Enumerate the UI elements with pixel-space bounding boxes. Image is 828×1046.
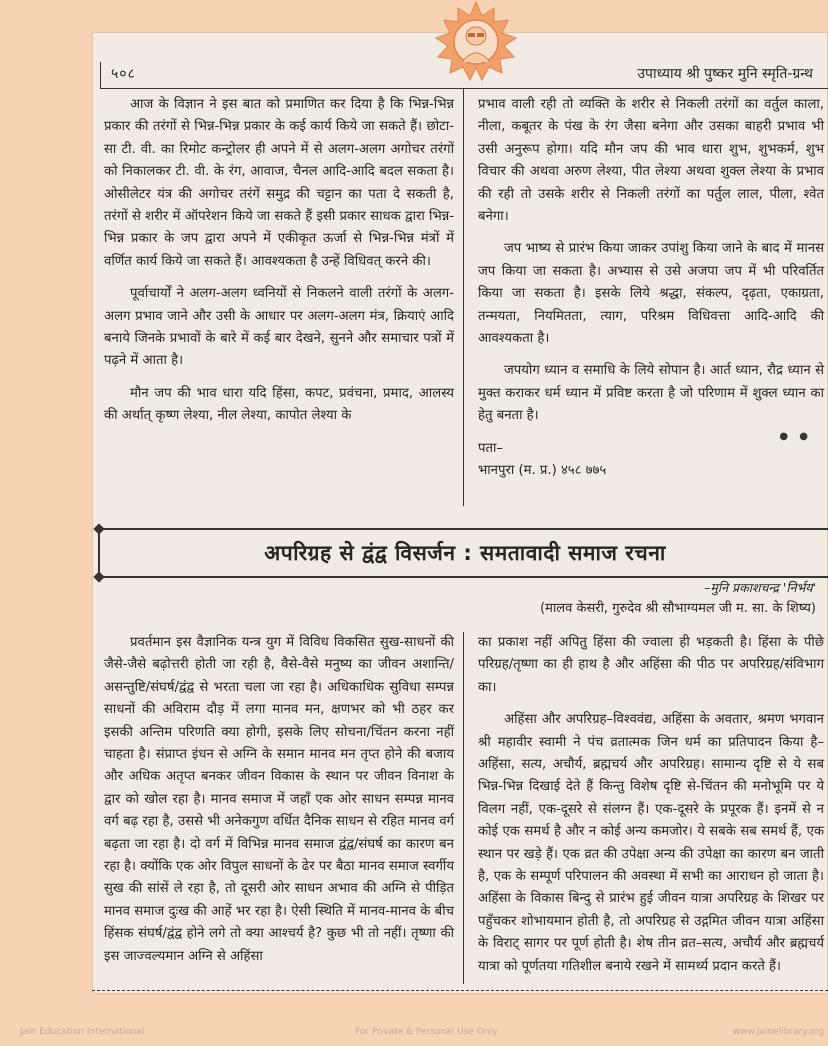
author-affiliation: (मालव केसरी, गुरुदेव श्री सौभाग्यमल जी म. सा. के शिष्य): [540, 601, 816, 616]
watermark-left: Jain Education International: [20, 1027, 145, 1037]
article-right-column: [478, 632, 824, 988]
article-title: अपरिग्रह से द्वंद्व विसर्जन : समतावादी समाज रचना: [264, 541, 666, 565]
article-left-column: [104, 632, 454, 978]
article-title-box: [98, 528, 828, 578]
address-label: पता–: [478, 440, 504, 456]
paragraph: पूर्वाचार्यों ने अलग-अलग ध्वनियों से निकलने वाली तरंगों के अलग-अलग प्रभाव जाने और उसी के आधार पर अलग-अलग मंत्र, क्रियाएं आदि बनाये जिनके प्रभावों के बारे में कई बार देखने, सुनने और समाचार पत्रों में पढ़ने में आता है।: [104, 286, 454, 369]
column-divider: [463, 88, 464, 506]
column-divider: [463, 632, 464, 984]
paragraph: का प्रकाश नहीं अपितु हिंसा की ज्वाला ही भड़कती है। हिंसा के पीछे परिग्रह/तृष्णा का ही हाथ है और अहिंसा की पीठ पर अपरिग्रह/संविभाग का।: [478, 635, 824, 695]
paragraph: मौन जप की भाव धारा यदि हिंसा, कपट, प्रवंचना, प्रमाद, आलस्य की अर्थात् कृष्ण लेश्या, नील लेश्या, कापोत लेश्या के: [104, 385, 454, 424]
paragraph: जपयोग ध्यान व समाधि के लिये सोपान है। आर्त ध्यान, रौद्र ध्यान से मुक्त कराकर धर्म ध्यान में प्रविष्ट करता है जो परिणाम में शुक्ल ध्यान का हेतु बनता है।: [478, 363, 824, 424]
author-name: –मुनि प्रकाशचन्द्र 'निर्भय': [704, 580, 816, 595]
book-title: उपाध्याय श्री पुष्कर मुनि स्मृति-ग्रन्थ: [637, 66, 813, 82]
watermark-center: For Private & Personal Use Only: [355, 1027, 498, 1037]
paragraph: प्रवर्तमान इस वैज्ञानिक यन्त्र युग में विविध विकसित सुख-साधनों की जैसे-जैसे बढ़ोत्तरी होती जा रही है, वैसे-वैसे मनुष्य का जीवन अशान्ति/असन्तुष्टि/संघर्ष/द्वंद्व से भरता चला जा रहा है। अधिकाधिक सुविधा सम्पन्न साधनों की अविराम दौड़ में लगा मानव मन, क्षणभर को भी ठहर कर इसकी अन्तिम परिणति क्या होगी, इसके लिए सोचना/चिंतन करना नहीं चाहता है। संप्राप्त इंधन से अग्नि के समान मानव मन तृप्त होने की बजाय और अधिक अतृप्त बनकर जीवन विकास के स्थान पर जीवन विनाश के द्वार को खोल रहा है। मानव समाज में जहाँ एक ओर साधन सम्पन्न मानव वर्ग बढ़ रहा है, उससे भी अनेकगुण वर्धित दैनिक साधन से रहित मानव वर्ग बढ़ता जा रहा है। दो वर्ग में विभिन्न मानव समाज द्वंद्व/संघर्ष का कारण बन रहा है। क्योंकि एक ओर विपुल साधनों के ढेर पर बैठा मानव समाज स्वर्गीय सुख की सांसें ले रहा है, तो दूसरी ओर साधन अभाव की अग्नि से पीड़ित मानव समाज दुःख की आहें भर रहा है। ऐसी स्थिति में मानव-मानव के बीच हिंसक संघर्ष/द्वंद्व होने लगे तो क्या आश्चर्य है? कुछ भी तो नहीं। तृष्णा की इस जाज्वल्यमान अग्नि से अहिंसा: [104, 635, 454, 964]
top-right-column: [478, 94, 824, 483]
page-number: ५०८: [111, 66, 136, 82]
byline: [540, 578, 816, 620]
paragraph: आज के विज्ञान ने इस बात को प्रमाणित कर दिया है कि भिन्न-भिन्न प्रकार की तरंगों से भिन्न-भिन्न प्रकार के कई कार्य किये जा सकते हैं। छोटा-सा टी. वी. का रिमोट कन्ट्रोलर ही अपने में से अलग-अलग अगोचर तरंगों को निकालकर टी. वी. के रंग, आवाज, चैनल आदि-आदि बदल सकता है। ओसीलेटर यंत्र की अगोचर तरंगें समुद्र की चट्टान का पता दे सकती है, तरंगों से शरीर में ऑपरेशन किये जा सकते हैं इसी प्रकार साधक द्वारा भिन्न-भिन्न प्रकार के जप द्वारा अपने में एकीकृत ऊर्जा से भिन्न-भिन्न मंत्रों में वर्णित कार्य किये जा सकते हैं। आवश्यकता है उन्हें विधिवत् करने की।: [104, 97, 454, 269]
paragraph: जप भाष्य से प्रारंभ किया जाकर उपांशु किया जाने के बाद में मानस जप किया जा सकता है। अभ्यास से उसे अजपा जप में भी परिवर्तित किया जा सकता है। इसके लिये श्रद्धा, संकल्प, दृढ़ता, एकाग्रता, तन्मयता, नियमितता, त्याग, परिश्रम विधिवत्ता आदि-आदि की आवश्यकता है।: [478, 241, 824, 347]
watermark-right: www.jainelibrary.org: [732, 1027, 824, 1037]
address: भानपुरा (म. प्र.) ४५८ ७७५: [478, 463, 607, 479]
running-header: [100, 62, 828, 89]
paragraph: प्रभाव वाली रही तो व्यक्ति के शरीर से निकली तरंगों का वर्तुल काला, नीला, कबूतर के पंख के रंग जैसा बनेगा और उसका बाहरी प्रभाव भी उसी अनुरूप होगा। यदि मौन जप की भाव धारा शुभ, शुभकर्म, शुभ विचार की अथवा अरुण लेश्या, पीत लेश्या अथवा शुक्ल लेश्या के प्रभाव की रही तो उसके शरीर से निकली तरंगों का पर्तुल लाल, पीला, श्वेत बनेगा।: [478, 97, 824, 225]
top-left-column: [104, 94, 454, 438]
bottom-rule: [92, 990, 828, 991]
paragraph: अहिंसा और अपरिग्रह–विश्ववंद्य, अहिंसा के अवतार, श्रमण भगवान श्री महावीर स्वामी ने पंच व्रतात्मक जिन धर्म का प्रतिपादन किया है–अहिंसा, सत्य, अचौर्य, ब्रह्मचर्य और अपरिग्रह। सामान्य दृष्टि से ये सब भिन्न-भिन्न दिखाई देते हैं किन्तु विशेष दृष्टि से-चिंतन की मनोभूमि पर ये विलग नहीं, एक-दूसरे से संलग्न हैं। एक-दूसरे के प्रपूरक हैं। इनमें से न कोई एक समर्थ है और न कोई अन्य कमजोर। ये सबके सब समर्थ हैं, एक स्थान पर खड़े हैं। एक व्रत की उपेक्षा अन्य की उपेक्षा का कारण बन जाती है, एक के सम्पूर्ण परिपालन की अवस्था में सभी का आराधन हो जाता है। अहिंसा के विकास बिन्दु से प्रारंभ हुई जीवन यात्रा अपरिग्रह के शिखर पर पहुँचकर शोभायमान होती है, तो अपरिग्रह से उद्गमित जीवन यात्रा अहिंसा के विराट् सागर पर पूर्ण होती है। शेष तीन व्रत–सत्य, अचौर्य और ब्रह्मचर्य यात्रा को पूर्णतया गतिशील बनाये रखने में सामर्थ्य प्रदान करते हैं।: [478, 712, 824, 974]
end-mark: ● ●: [779, 431, 812, 442]
